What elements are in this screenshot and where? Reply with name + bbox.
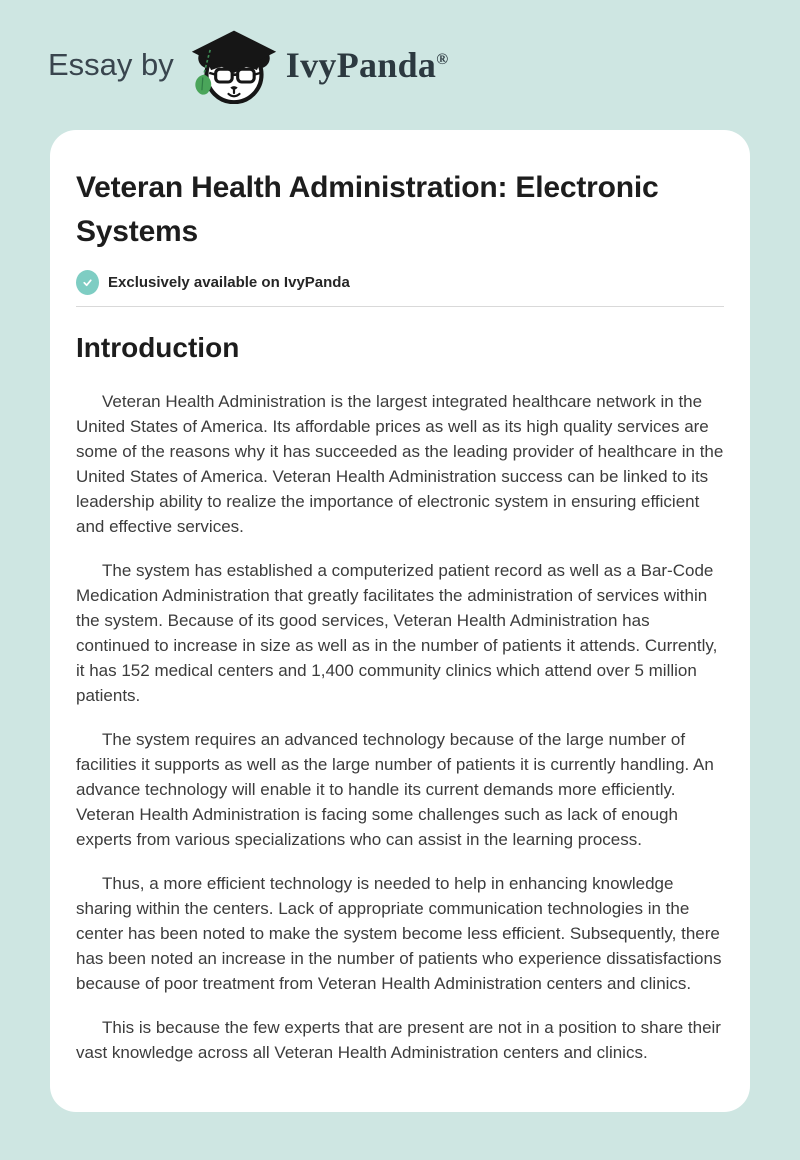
- essay-paragraph-4: Thus, a more efficient technology is needed to help in enhancing knowledge sharing within the centers. Lack of appropriate communication technologies in the center has been noted to make the system become less efficient. Subsequently, there has been noted an increase in the number of patients who experience dissatisfactions because of poor treatment from Veteran Health Administration centers and clinics.: [76, 874, 722, 993]
- essay-paragraph-3: The system requires an advanced technology because of the large number of facilities it supports as well as the large number of patients it is currently handling. An advance technology will enable it to handle its current demands more efficiently. Veteran Health Administration is facing some challenges such as lack of enough experts from various specializations who can assist in the learning process.: [76, 730, 714, 849]
- essay-paragraph-2: The system has established a computerized patient record as well as a Bar-Code Medication Administration that greatly facilitates the administration of services within the system. Because of its good services, Veteran Health Administration has continued to increase in size as well as in the number of patients it attends. Currently, it has 152 medical centers and 1,400 community clinics which attend over 5 million patients.: [76, 561, 718, 705]
- check-icon: [76, 270, 99, 295]
- essay-paragraph-5: This is because the few experts that are present are not in a position to share their vast knowledge across all Veteran Health Administration centers and clinics.: [76, 1018, 721, 1062]
- panda-graduate-logo-icon: [190, 27, 278, 104]
- essay-title: Veteran Health Administration: Electronic Systems: [76, 171, 659, 248]
- section-heading-introduction: Introduction: [76, 332, 240, 363]
- brand-name: [286, 44, 449, 86]
- exclusive-badge-label: Exclusively available on IvyPanda: [108, 274, 350, 291]
- divider: [76, 306, 724, 307]
- essay-card: [50, 130, 750, 1112]
- registered-mark: ®: [436, 51, 449, 68]
- essay-paragraph-1: Veteran Health Administration is the largest integrated healthcare network in the United States of America. Its affordable prices as well as its high quality services are some of the reasons why it has succeeded as the leading provider of healthcare in the United States of America. Veteran Health Administration success can be linked to its leadership ability to realize the importance of electronic system in ensuring efficient and effective services.: [76, 392, 724, 536]
- essay-by-label: Essay by: [48, 47, 174, 82]
- header: [0, 0, 800, 130]
- exclusive-badge: [76, 270, 724, 295]
- brand-text: IvyPanda: [285, 45, 437, 85]
